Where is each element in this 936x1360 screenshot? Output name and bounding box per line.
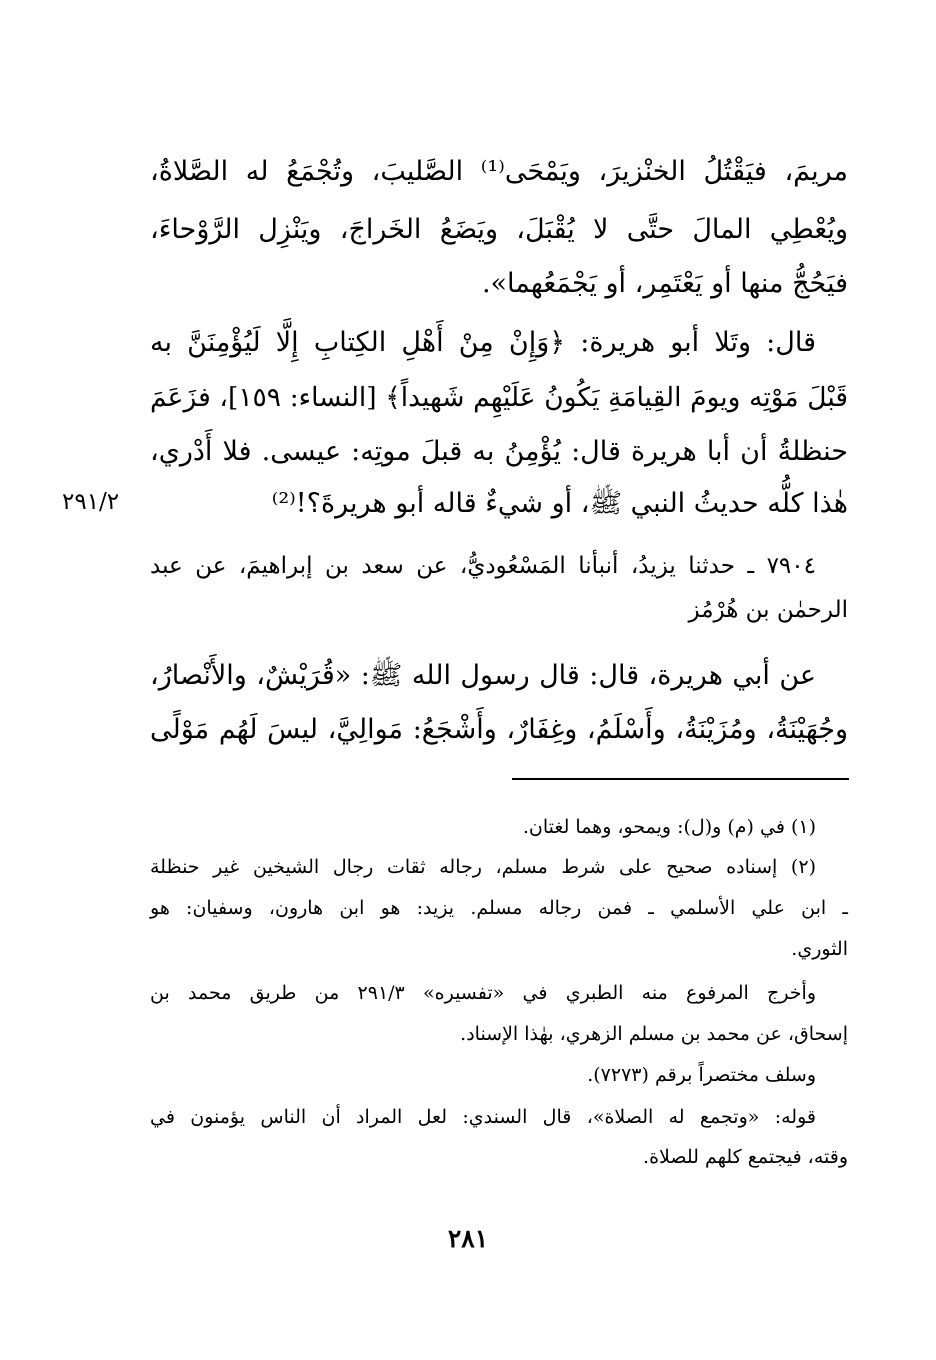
main-text-line-2: ويُعْطِي المالَ حتَّى لا يُقْبَلَ، ويَضَعُ الخَراجَ، ويَنْزِل الرَّوْحاءَ، (150, 214, 848, 245)
main-text-line-5: قَبْلَ مَوْتِه ويومَ القِيامَةِ يَكُونُ عَلَيْهِم شَهيداً﴾ [النساء: ١٥٩]، فزَعَمَ (150, 382, 849, 413)
continuation-line-1: عن أبي هريرة، قال: قال رسول الله ﷺ: «قُرَيْشٌ، والأَنْصارُ، (150, 660, 816, 691)
footnote-2-line-4: وأخرج المرفوع منه الطبري في «تفسيره» ٢٩١/٣ من طريق محمد بن (150, 982, 816, 1004)
main-text-line-6: حنظلةُ أن أبا هريرة قال: يُؤْمِنُ به قبلَ موتِه: عيسى. فلا أَدْري، (150, 436, 848, 467)
main-text-line-7: هٰذا كلُّه حديثُ النبي ﷺ، أو شيءٌ قاله أبو هريرةَ؟!⁽²⁾ (271, 488, 848, 519)
continuation-line-2: وجُهَيْنَةُ، ومُزَيْنَةُ، وأَسْلَمُ، وغِفَارٌ، وأَشْجَعُ: مَوالِيَّ، ليسَ لَهُم مَوْلًى (150, 714, 848, 745)
hadith-chain-line-1: ٧٩٠٤ ـ حدثنا يزيدُ، أنبأنا المَسْعُوديُّ، عن سعد بن إبراهيمَ، عن عبد (150, 553, 816, 579)
footnote-1: (١) في (م) و(ل): ويمحو، وهما لغتان. (522, 816, 816, 838)
footnote-separator (512, 778, 849, 780)
main-text-line-4: قال: وتَلا أبو هريرة: ﴿وَإِنْ مِنْ أَهْلِ الكِتابِ إِلَّا لَيُؤْمِنَنَّ به (150, 327, 816, 358)
footnote-2-line-5: إسحاق، عن محمد بن مسلم الزهري، بهٰذا الإسناد. (460, 1023, 848, 1045)
footnote-2-line-2: ـ ابن علي الأسلمي ـ فمن رجاله مسلم. يزيد: هو ابن هارون، وسفيان: هو (150, 897, 848, 919)
footnote-2-line-1: (٢) إسناده صحيح على شرط مسلم، رجاله ثقات رجال الشيخين غير حنظلة (150, 856, 816, 878)
main-text-line-3: فيَحُجُّ منها أو يَعْتَمِر، أو يَجْمَعُهما». (481, 268, 848, 299)
page-number: ٢٨١ (447, 1224, 489, 1253)
footnote-2-line-3: الثوري. (791, 938, 848, 960)
hadith-chain-line-2: الرحمٰن بن هُرْمُز (688, 597, 848, 623)
main-text-line-1: مريمَ، فيَقْتُلُ الخنْزيرَ، ويَمْحَى⁽¹⁾ الصَّليبَ، وتُجْمَعُ له الصَّلاةُ، (150, 156, 848, 187)
footnote-2-line-8: وقته، فيجتمع كلهم للصلاة. (643, 1146, 848, 1168)
margin-reference: ٢٩١/٢ (62, 489, 120, 515)
footnote-2-line-6: وسلف مختصراً برقم (٧٢٧٣). (587, 1064, 816, 1086)
footnote-2-line-7: قوله: «وتجمع له الصلاة»، قال السندي: لعل المراد أن الناس يؤمنون في (150, 1106, 816, 1128)
